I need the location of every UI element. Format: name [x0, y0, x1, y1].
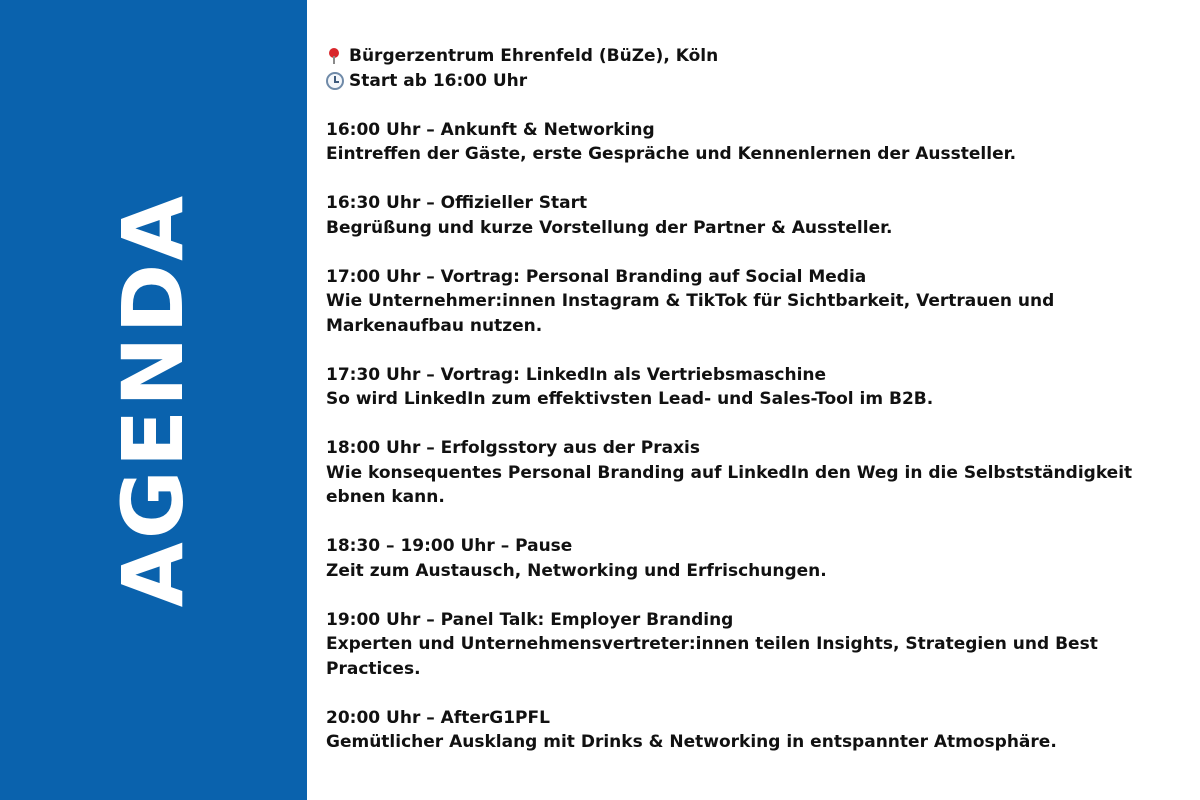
agenda-content: [326, 44, 1166, 755]
agenda-item-description: Experten und Unternehmensvertreter:innen teilen Insights, Strategien und Best Practices.: [326, 634, 1098, 679]
agenda-item-title: 18:30 – 19:00 Uhr – Pause: [326, 536, 573, 556]
agenda-item-1600: [326, 118, 1166, 167]
agenda-item-2000: [326, 706, 1166, 755]
agenda-title: AGENDA: [104, 192, 202, 608]
agenda-item-description: Eintreffen der Gäste, erste Gespräche und Kennenlernen der Aussteller.: [326, 144, 1017, 164]
agenda-item-title: 18:00 Uhr – Erfolgsstory aus der Praxis: [326, 438, 700, 458]
agenda-item-description: Gemütlicher Ausklang mit Drinks & Networking in entspannter Atmosphäre.: [326, 732, 1057, 752]
agenda-sidebar: [0, 0, 307, 800]
agenda-item-description: So wird LinkedIn zum effektivsten Lead- und Sales-Tool im B2B.: [326, 389, 934, 409]
agenda-item-description: Wie konsequentes Personal Branding auf LinkedIn den Weg in die Selbstständigkeit ebnen kann.: [326, 462, 1133, 507]
agenda-item-1900: [326, 608, 1166, 682]
agenda-item-description: Zeit zum Austausch, Networking und Erfrischungen.: [326, 560, 827, 581]
agenda-item-title: 19:00 Uhr – Panel Talk: Employer Branding: [326, 609, 734, 630]
agenda-item-title: 20:00 Uhr – AfterG1PFL: [326, 707, 550, 728]
agenda-item-description: Wie Unternehmer:innen Instagram & TikTok für Sichtbarkeit, Vertrauen und Markenaufbau nutzen.: [326, 291, 1055, 336]
agenda-item-title: 17:30 Uhr – Vortrag: LinkedIn als Vertriebsmaschine: [326, 364, 827, 385]
agenda-item-1730: [326, 363, 1166, 412]
clock-icon: [326, 72, 344, 90]
agenda-item-1800: [326, 436, 1166, 510]
agenda-item-title: 16:30 Uhr – Offizieller Start: [326, 193, 588, 213]
agenda-item-1700: [326, 265, 1166, 339]
agenda-item-pause: [326, 534, 1166, 583]
event-location: [326, 44, 1166, 69]
agenda-item-title: 17:00 Uhr – Vortrag: Personal Branding auf Social Media: [326, 266, 867, 287]
agenda-item-description: Begrüßung und kurze Vorstellung der Partner & Aussteller.: [326, 217, 893, 238]
agenda-item-1630: [326, 191, 1166, 240]
map-pin-icon: [326, 47, 344, 65]
agenda-item-title: 16:00 Uhr – Ankunft & Networking: [326, 119, 655, 140]
event-start-time: [326, 69, 1166, 94]
location-text: Bürgerzentrum Ehrenfeld (BüZe), Köln: [349, 46, 719, 66]
start-time-text: Start ab 16:00 Uhr: [349, 70, 528, 91]
